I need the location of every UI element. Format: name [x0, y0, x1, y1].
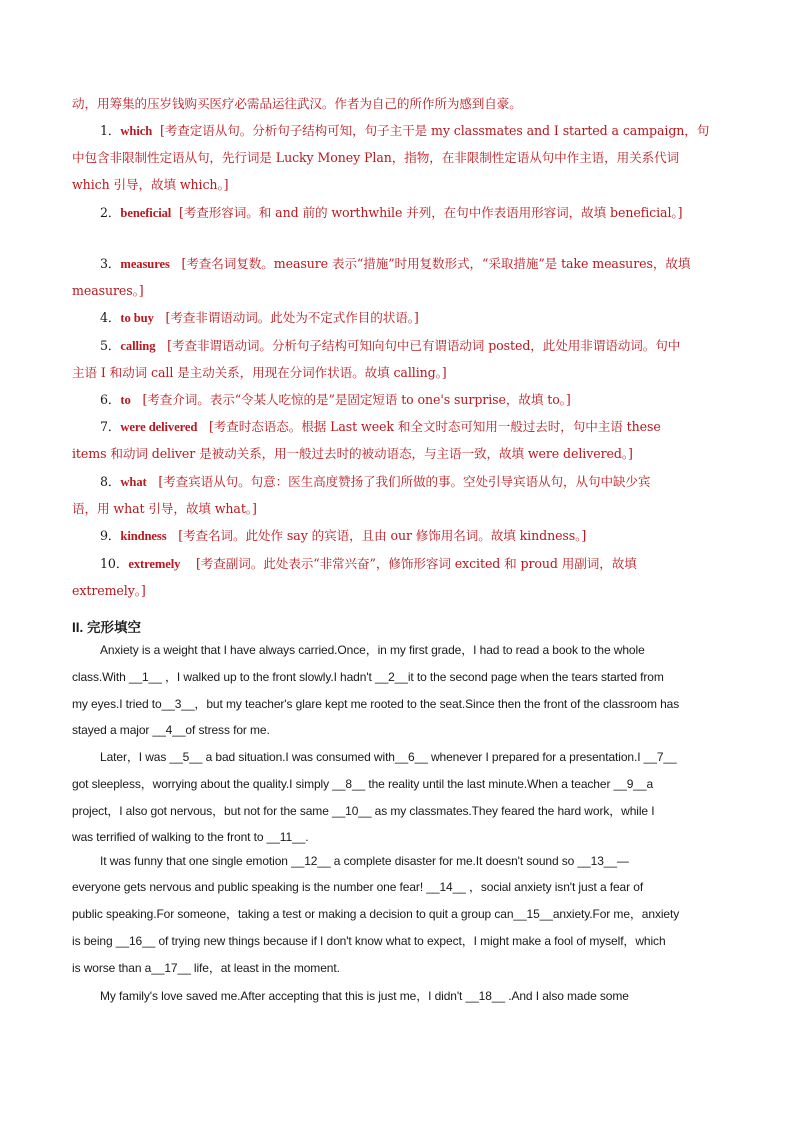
answer-word: which	[120, 124, 153, 138]
passage-line: stayed a major __4__of stress for me.	[72, 723, 270, 737]
passage-line: got sleepless，worrying about the quality.I simply __8__ the reality until the last minute.When a teacher __9__a	[72, 777, 654, 791]
answer-number: 7．	[100, 419, 121, 434]
answer-word: were delivered	[120, 420, 198, 434]
answer-number: 6．	[100, 392, 121, 407]
answer-explanation: [考查非谓语动词。此处为不定式作目的状语。]	[165, 310, 419, 325]
intro-tail: 动，用筹集的压岁钱购买医疗必需品运往武汉。作者为自己的所作所为感到自豪。	[72, 96, 522, 111]
answer-explanation: [考查副词。此处表示“非常兴奋”，修饰形容词 excited 和 proud 用副词，故填	[195, 556, 637, 571]
passage-line: my eyes.I tried to__3__，but my teacher's glare kept me rooted to the seat.Since then the front of the classroom has	[72, 697, 680, 711]
answer-3-line-2: measures。]	[72, 283, 144, 298]
passage-line: was terrified of walking to the front to __11__.	[72, 830, 309, 844]
answer-4	[100, 309, 724, 327]
answer-5	[100, 337, 724, 355]
answer-10	[100, 555, 724, 573]
answer-explanation: [考查介词。表示“令某人吃惊的是”是固定短语 to one's surprise，故填 to。]	[142, 392, 571, 407]
answer-7	[100, 418, 724, 436]
answer-word: to	[120, 393, 131, 407]
passage-line: project，I also got nervous，but not for the same __10__ as my classmates.They feared the hard work，while I	[72, 804, 655, 818]
passage-line: It was funny that one single emotion __12__ a complete disaster for me.It doesn't sound so __13__—	[100, 854, 629, 868]
answer-word: extremely	[128, 557, 181, 571]
answer-explanation: [考查宾语从句。句意：医生高度赞扬了我们所做的事。空处引导宾语从句，从句中缺少宾	[158, 474, 651, 489]
answer-explanation: [考查名词复数。measure 表示“措施”时用复数形式，“采取措施”是 take measures，故填	[181, 256, 691, 271]
answer-7-line-2: items 和动词 deliver 是被动关系，用一般过去时的被动语态，与主语一致，故填 were delivered。]	[72, 446, 633, 461]
passage-line: public speaking.For someone，taking a test or making a decision to quit a group can__15__anxiety.For me，anxiety	[72, 907, 680, 921]
answer-number: 4．	[100, 310, 121, 325]
answer-8	[100, 473, 724, 491]
answer-number: 5．	[100, 338, 121, 353]
answer-explanation: [考查定语从句。分析句子结构可知，句子主干是 my classmates and I started a campaign，句	[159, 123, 710, 138]
answer-number: 1．	[100, 123, 121, 138]
answer-word: kindness	[120, 529, 167, 543]
answer-1-line-3: which 引导，故填 which。]	[72, 177, 229, 192]
answer-word: beneficial	[120, 206, 172, 220]
passage-line: My family's love saved me.After accepting that this is just me，I didn't __18__ .And I also made some	[100, 989, 629, 1003]
answer-number: 3．	[100, 256, 121, 271]
answer-1-line-2: 中包含非限制性定语从句，先行词是 Lucky Money Plan，指物，在非限制性定语从句中作主语，用关系代词	[72, 150, 680, 165]
answer-5-line-2: 主语 I 和动词 call 是主动关系，用现在分词作状语。故填 calling。]	[72, 365, 447, 380]
answer-number: 9．	[100, 528, 121, 543]
passage-line: everyone gets nervous and public speaking is the number one fear! __14__ ，social anxiety isn't just a fear of	[72, 880, 644, 894]
answer-number: 8．	[100, 474, 121, 489]
answer-6	[100, 391, 724, 409]
answer-number: 10．	[100, 556, 129, 571]
answer-10-line-2: extremely。]	[72, 583, 146, 598]
answer-1	[100, 122, 724, 140]
answer-explanation: [考查名词。此处作 say 的宾语，且由 our 修饰用名词。故填 kindness。]	[178, 528, 587, 543]
passage-line: is worse than a__17__ life，at least in the moment.	[72, 961, 340, 975]
section-title: II. 完形填空	[72, 620, 142, 635]
answer-word: what	[120, 475, 147, 489]
passage-line: is being __16__ of trying new things because if I don't know what to expect，I might make a fool of myself，which	[72, 934, 666, 948]
passage-line: Later，I was __5__ a bad situation.I was consumed with__6__ whenever I prepared for a presentation.I __7__	[100, 750, 677, 764]
passage-line: Anxiety is a weight that I have always carried.Once，in my first grade，I had to read a book to the whole	[100, 643, 645, 657]
passage-line: class.With __1__ ，I walked up to the front slowly.I hadn't __2__it to the second page when the tears started from	[72, 670, 664, 684]
answer-explanation: [考查时态语态。根据 Last week 和全文时态可知用一般过去时，句中主语 these	[208, 419, 661, 434]
answer-word: calling	[120, 339, 156, 353]
answer-explanation: [考查非谓语动词。分析句子结构可知向句中已有谓语动词 posted，此处用非谓语动词。句中	[167, 338, 681, 353]
answer-3	[100, 255, 724, 273]
answer-8-line-2: 语，用 what 引导，故填 what。]	[72, 501, 257, 516]
answer-number: 2．	[100, 205, 121, 220]
answer-word: to buy	[120, 311, 154, 325]
answer-word: measures	[120, 257, 170, 271]
answer-2	[100, 204, 724, 222]
answer-explanation: [考查形容词。和 and 前的 worthwhile 并列，在句中作表语用形容词，故填 beneficial。]	[179, 205, 683, 220]
answer-9	[100, 527, 724, 545]
